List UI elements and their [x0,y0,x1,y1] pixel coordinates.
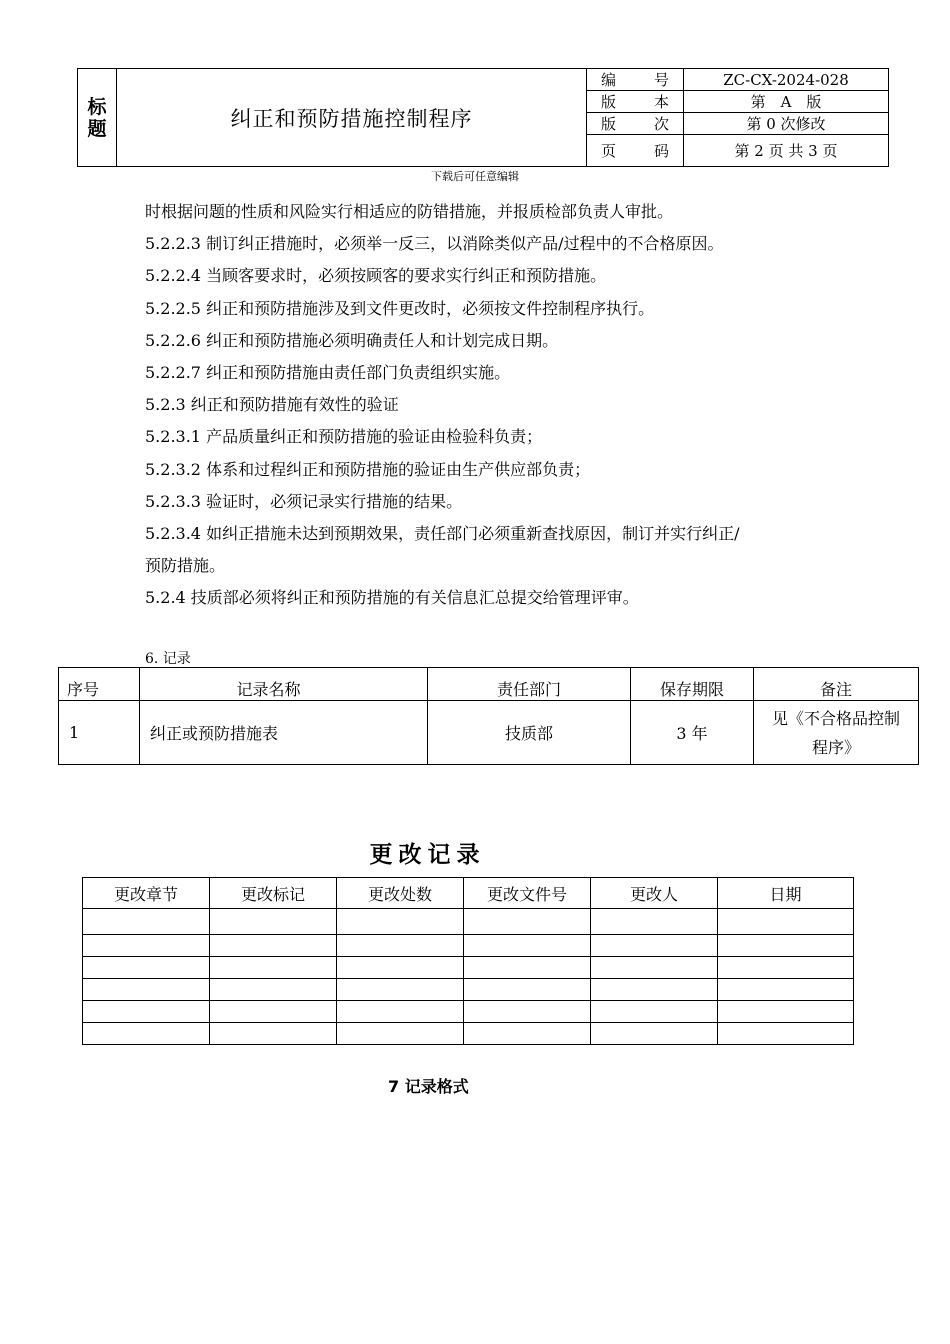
table-row [83,935,854,957]
change-log-header-row [83,878,854,909]
header-key-edition: 版 本 [587,91,684,113]
document-title: 纠正和预防措施控制程序 [117,69,587,167]
record-no: 1 [59,701,140,765]
change-col-mark: 更改标记 [210,878,337,909]
header-value-edition: 第 A 版 [684,91,889,113]
change-col-count: 更改处数 [337,878,464,909]
record-period: 3 年 [631,701,754,765]
section-6-heading: 6. 记录 [145,651,191,667]
record-dept: 技质部 [428,701,631,765]
header-tag-line-2: 题 [87,117,107,140]
paragraph: 5.2.3.1 产品质量纠正和预防措施的验证由检验科负责； [145,427,543,447]
paragraph: 5.2.4 技质部必须将纠正和预防措施的有关信息汇总提交给管理评审。 [145,588,639,608]
header-value-number: ZC-CX-2024-028 [684,69,889,91]
document-header [77,68,889,167]
header-key-page: 页 码 [587,135,684,167]
paragraph: 5.2.2.7 纠正和预防措施由责任部门负责组织实施。 [145,363,511,383]
records-col-name: 记录名称 [140,668,428,701]
paragraph: 预防措施。 [145,556,226,576]
records-header-row [59,668,919,701]
paragraph: 5.2.2.5 纠正和预防措施涉及到文件更改时，必须按文件控制程序执行。 [145,298,655,318]
body-text [145,196,865,615]
records-col-period: 保存期限 [631,668,754,701]
table-row [59,701,919,765]
table-row [83,1001,854,1023]
paragraph: 时根据问题的性质和风险实行相适应的防错措施，并报质检部负责人审批。 [145,202,674,221]
change-log-table [82,877,854,1045]
header-key-number: 编 号 [587,69,684,91]
record-note: 见《不合格品控制程序》 [754,701,919,765]
records-col-note: 备注 [754,668,919,701]
paragraph: 5.2.2.3 制订纠正措施时，必须举一反三，以消除类似产品/过程中的不合格原因。 [145,234,724,254]
paragraph: 5.2.3.2 体系和过程纠正和预防措施的验证由生产供应部负责； [145,459,591,479]
change-col-section: 更改章节 [83,878,210,909]
paragraph: 5.2.2.4 当顾客要求时，必须按顾客的要求实行纠正和预防措施。 [145,266,607,286]
change-col-date: 日期 [718,878,854,909]
paragraph: 5.2.3.3 验证时，必须记录实行措施的结果。 [145,491,463,511]
change-col-docno: 更改文件号 [464,878,591,909]
edit-note: 下载后可任意编辑 [431,170,519,183]
header-value-page: 第 2 页 共 3 页 [684,135,889,167]
table-row [83,957,854,979]
table-row [83,1023,854,1045]
change-log-title: 更改记录 [369,842,486,868]
header-key-revision: 版 次 [587,113,684,135]
section-7-heading: 7 记录格式 [388,1077,469,1096]
records-col-no: 序号 [59,668,140,701]
header-value-revision: 第 0 次修改 [684,113,889,135]
record-name: 纠正或预防措施表 [140,701,428,765]
header-tag-line-1: 标 [87,95,107,118]
records-table [58,667,919,765]
paragraph: 5.2.2.6 纠正和预防措施必须明确责任人和计划完成日期。 [145,330,559,350]
header-tag [78,69,117,167]
table-row [83,909,854,935]
records-col-dept: 责任部门 [428,668,631,701]
paragraph: 5.2.3.4 如纠正措施未达到预期效果，责任部门必须重新查找原因，制订并实行纠正/ [145,524,740,544]
paragraph: 5.2.3 纠正和预防措施有效性的验证 [145,395,399,415]
change-col-person: 更改人 [591,878,718,909]
table-row [83,979,854,1001]
